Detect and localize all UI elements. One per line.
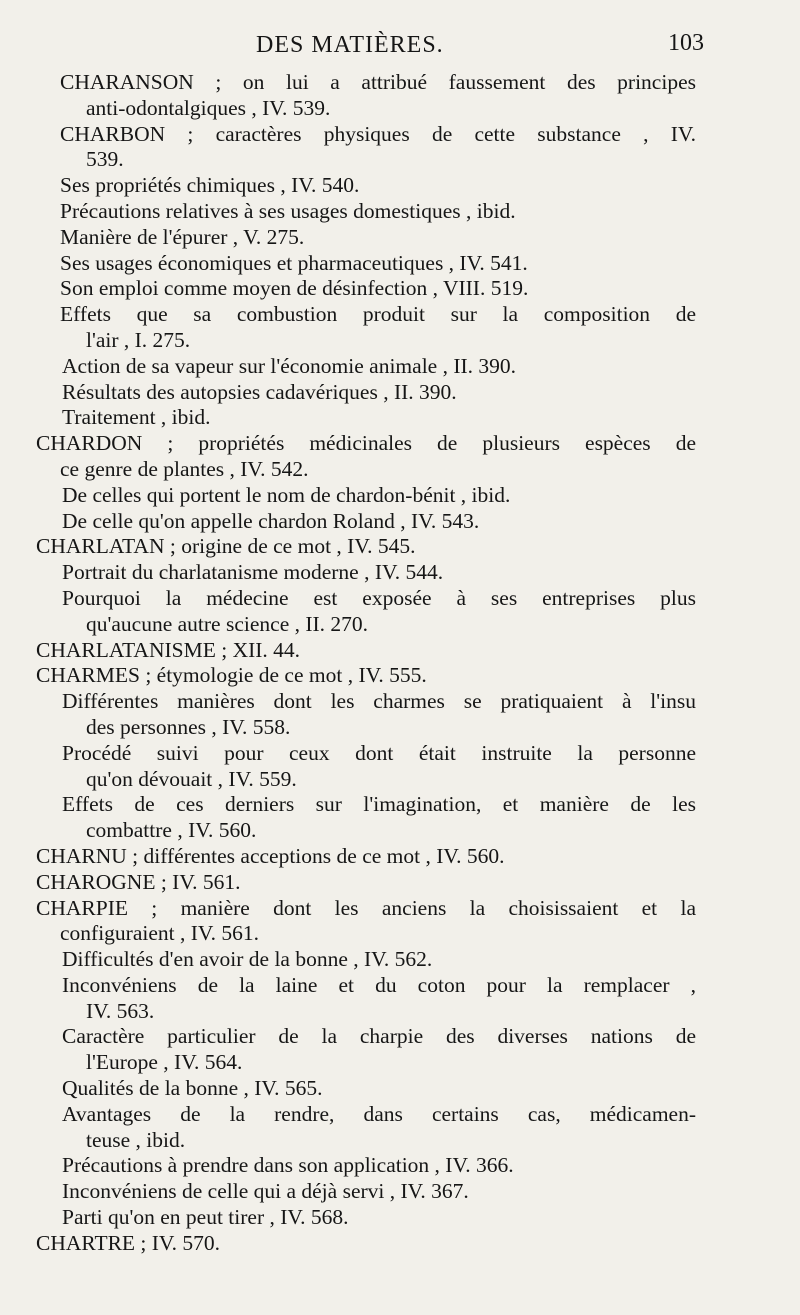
index-entry-line: l'air , I. 275. [86, 327, 191, 352]
index-entry [36, 199, 696, 225]
index-entry-line: teuse , ibid. [86, 1127, 186, 1152]
index-entry [36, 1153, 696, 1179]
index-entry [36, 509, 696, 535]
index-entry-line: configuraient , IV. 561. [60, 921, 260, 946]
index-entries [36, 70, 696, 1257]
index-entry-line: Résultats des autopsies cadavériques , II. 390. [62, 379, 457, 404]
index-entry [36, 870, 696, 896]
index-entry [36, 844, 696, 870]
index-entry [36, 1024, 696, 1076]
index-entry [36, 896, 696, 948]
index-entry-line: ce genre de plantes , IV. 542. [60, 456, 309, 481]
index-entry [36, 431, 696, 483]
index-entry-line: De celles qui portent le nom de chardon-bénit , ibid. [62, 482, 511, 507]
index-entry-line: CHARTRE ; IV. 570. [36, 1230, 221, 1255]
index-entry [36, 225, 696, 251]
index-entry [36, 663, 696, 689]
index-entry-line: CHARNU ; différentes acceptions de ce mot , IV. 560. [36, 843, 505, 868]
index-entry [36, 1076, 696, 1102]
index-entry-line: Avantages de la rendre, dans certains cas, médicamen- [62, 1101, 696, 1126]
index-entry [36, 1205, 696, 1231]
index-entry-line: IV. 563. [86, 998, 155, 1023]
index-entry [36, 947, 696, 973]
index-entry [36, 1231, 696, 1257]
index-entry [36, 534, 696, 560]
index-entry-line: CHARPIE ; manière dont les anciens la choisissaient et la [36, 895, 696, 920]
running-header [36, 30, 704, 70]
index-entry-line: Effets de ces derniers sur l'imagination, et manière de les [62, 792, 696, 817]
index-entry-line: CHARMES ; étymologie de ce mot , IV. 555. [36, 663, 427, 688]
running-title: DES MATIÈRES. [256, 32, 444, 58]
index-entry-line: Traitement , ibid. [62, 405, 211, 430]
index-entry-line: Manière de l'épurer , V. 275. [60, 224, 305, 249]
index-entry-line: combattre , IV. 560. [86, 818, 257, 843]
index-entry [36, 586, 696, 638]
index-entry-line: Inconvéniens de la laine et du coton pour la remplacer , [62, 972, 696, 997]
index-entry [36, 354, 696, 380]
index-entry [36, 792, 696, 844]
index-entry-line: Différentes manières dont les charmes se pratiquaient à l'insu [62, 689, 696, 714]
index-entry-line: qu'aucune autre science , II. 270. [86, 611, 369, 636]
index-entry-line: Qualités de la bonne , IV. 565. [62, 1076, 323, 1101]
index-entry [36, 689, 696, 741]
index-entry [36, 251, 696, 277]
index-entry [36, 741, 696, 793]
index-entry-line: Ses propriétés chimiques , IV. 540. [60, 173, 360, 198]
index-entry-line: Difficultés d'en avoir de la bonne , IV. 562. [62, 947, 433, 972]
index-entry-line: Précautions à prendre dans son application , IV. 366. [62, 1153, 514, 1178]
index-entry [36, 173, 696, 199]
index-entry-line: CHARLATAN ; origine de ce mot , IV. 545. [36, 534, 416, 559]
page-number: 103 [668, 30, 704, 56]
index-entry-line: des personnes , IV. 558. [86, 714, 291, 739]
index-entry-line: Pourquoi la médecine est exposée à ses entreprises plus [62, 585, 696, 610]
index-entry-line: Caractère particulier de la charpie des diverses nations de [62, 1024, 696, 1049]
index-entry [36, 1102, 696, 1154]
index-entry-line: Effets que sa combustion produit sur la composition de [60, 302, 696, 327]
index-entry-line: qu'on dévouait , IV. 559. [86, 766, 297, 791]
index-entry [36, 380, 696, 406]
index-entry-line: Ses usages économiques et pharmaceutiques , IV. 541. [60, 250, 528, 275]
index-entry [36, 122, 696, 174]
index-entry-line: Parti qu'on en peut tirer , IV. 568. [62, 1205, 349, 1230]
index-entry-line: Son emploi comme moyen de désinfection , VIII. 519. [60, 276, 529, 301]
index-entry-line: Précautions relatives à ses usages domestiques , ibid. [60, 198, 516, 223]
index-entry [36, 973, 696, 1025]
index-entry-line: anti-odontalgiques , IV. 539. [86, 95, 331, 120]
index-entry-line: Procédé suivi pour ceux dont était instruite la personne [62, 740, 696, 765]
index-entry-line: CHAROGNE ; IV. 561. [36, 869, 241, 894]
index-entry-line: Action de sa vapeur sur l'économie animale , II. 390. [62, 353, 517, 378]
index-entry-line: l'Europe , IV. 564. [86, 1050, 243, 1075]
index-entry [36, 483, 696, 509]
index-entry [36, 1179, 696, 1205]
index-entry [36, 405, 696, 431]
index-entry-line: CHARBON ; caractères physiques de cette substance , IV. [60, 121, 696, 146]
index-entry-line: CHARLATANISME ; XII. 44. [36, 637, 301, 662]
index-entry [36, 560, 696, 586]
index-entry [36, 276, 696, 302]
index-entry-line: 539. [86, 147, 124, 172]
index-entry [36, 302, 696, 354]
index-entry-line: CHARANSON ; on lui a attribué faussement des principes [60, 70, 696, 94]
index-entry-line: CHARDON ; propriétés médicinales de plusieurs espèces de [36, 431, 696, 456]
index-entry-line: De celle qu'on appelle chardon Roland , IV. 543. [62, 508, 480, 533]
index-entry-line: Inconvéniens de celle qui a déjà servi , IV. 367. [62, 1179, 469, 1204]
index-entry [36, 638, 696, 664]
index-entry-line: Portrait du charlatanisme moderne , IV. 544. [62, 560, 444, 585]
index-entry [36, 70, 696, 122]
